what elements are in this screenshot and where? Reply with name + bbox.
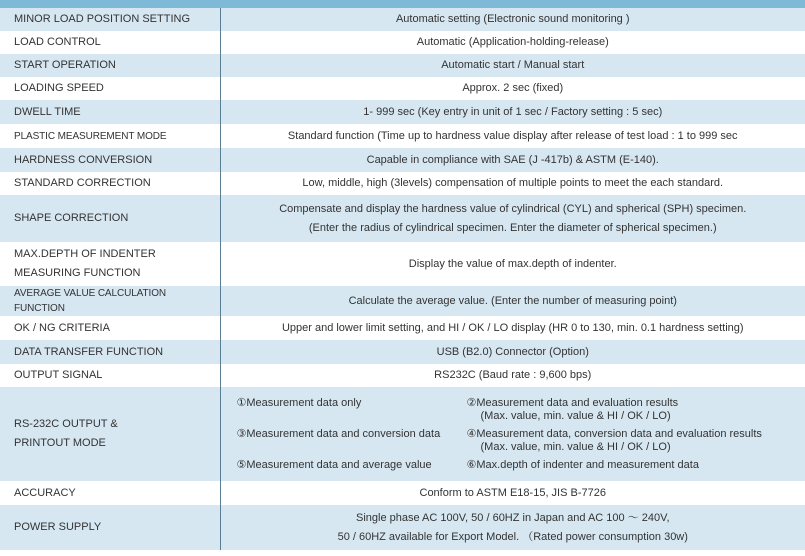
row-label: LOADING SPEED [0, 77, 220, 100]
table-row [0, 505, 805, 550]
row-value-line: Single phase AC 100V, 50 / 60HZ in Japan and AC 100 ～ 240V, [355, 511, 670, 524]
row-label: ACCURACY [0, 481, 220, 505]
printout-mode-text: ②Measurement data and evaluation results [466, 396, 679, 409]
row-label: PLASTIC MEASUREMENT MODE [0, 124, 220, 148]
table-row [0, 172, 805, 195]
printout-mode [237, 428, 467, 454]
row-value: Automatic start / Manual start [220, 54, 805, 77]
row-label: MINOR LOAD POSITION SETTING [0, 8, 220, 31]
printout-mode-text: ⑥Max.depth of indenter and measurement data [466, 458, 699, 471]
row-label: OK / NG CRITERIA [0, 316, 220, 340]
printout-mode [467, 428, 797, 454]
row-label-line: PRINTOUT MODE [14, 437, 106, 449]
printout-mode [237, 397, 467, 423]
row-label-line: MEASURING FUNCTION [14, 267, 141, 279]
table-row [0, 387, 805, 481]
printout-mode-subtext: (Max. value, min. value & HI / OK / LO) [480, 440, 671, 453]
row-value: Automatic (Application-holding-release) [220, 31, 805, 54]
row-label: LOAD CONTROL [0, 31, 220, 54]
row-value: 1- 999 sec (Key entry in unit of 1 sec / Factory setting : 5 sec) [220, 100, 805, 124]
row-value [220, 505, 805, 550]
table-row [0, 364, 805, 387]
printout-modes [220, 387, 805, 481]
row-label: HARDNESS CONVERSION [0, 148, 220, 172]
row-value [220, 195, 805, 242]
row-label: START OPERATION [0, 54, 220, 77]
table-row [0, 316, 805, 340]
row-value: Conform to ASTM E18-15, JIS B-7726 [220, 481, 805, 505]
row-value-line: Compensate and display the hardness value of cylindrical (CYL) and spherical (SPH) specimen. [279, 202, 747, 215]
printout-mode-text: ⑤Measurement data and average value [236, 458, 432, 471]
row-label: DWELL TIME [0, 100, 220, 124]
printout-mode [237, 459, 467, 472]
row-label-line: RS-232C OUTPUT & [14, 418, 118, 430]
row-value: Upper and lower limit setting, and HI / OK / LO display (HR 0 to 130, min. 0.1 hardness setting) [220, 316, 805, 340]
row-value: Standard function (Time up to hardness value display after release of test load : 1 to 999 sec [220, 124, 805, 148]
row-label-line: MAX.DEPTH OF INDENTER [14, 248, 156, 260]
row-value: Calculate the average value. (Enter the number of measuring point) [220, 286, 805, 316]
row-value: Display the value of max.depth of indenter. [220, 242, 805, 286]
row-value-line: 50 / 60HZ available for Export Model. （Rated power consumption 30w) [337, 530, 688, 543]
table-row [0, 242, 805, 286]
printout-mode [467, 459, 797, 472]
table-row [0, 31, 805, 54]
table-row [0, 148, 805, 172]
table-row [0, 286, 805, 316]
table-row [0, 481, 805, 505]
table-row [0, 77, 805, 100]
row-label: DATA TRANSFER FUNCTION [0, 340, 220, 364]
row-label: STANDARD CORRECTION [0, 172, 220, 195]
row-label: SHAPE CORRECTION [0, 195, 220, 242]
table-row [0, 340, 805, 364]
row-value: Low, middle, high (3levels) compensation of multiple points to meet the each standard. [220, 172, 805, 195]
row-value: Capable in compliance with SAE (J -417b) & ASTM (E-140). [220, 148, 805, 172]
printout-mode-text: ③Measurement data and conversion data [236, 427, 441, 440]
table-row [0, 124, 805, 148]
row-label: POWER SUPPLY [0, 505, 220, 550]
table-row [0, 54, 805, 77]
printout-modes-grid [221, 391, 805, 478]
row-label [0, 242, 220, 286]
printout-mode-text: ④Measurement data, conversion data and evaluation results [466, 427, 762, 440]
row-value: Approx. 2 sec (fixed) [220, 77, 805, 100]
row-value: RS232C (Baud rate : 9,600 bps) [220, 364, 805, 387]
row-label [0, 387, 220, 481]
row-value: Automatic setting (Electronic sound monitoring ) [220, 8, 805, 31]
row-label: AVERAGE VALUE CALCULATION FUNCTION [0, 286, 220, 316]
table-row [0, 100, 805, 124]
printout-mode [467, 397, 797, 423]
printout-mode-subtext: (Max. value, min. value & HI / OK / LO) [480, 409, 671, 422]
row-value: USB (B2.0) Connector (Option) [220, 340, 805, 364]
row-label: OUTPUT SIGNAL [0, 364, 220, 387]
table-row [0, 195, 805, 242]
printout-mode-text: ①Measurement data only [236, 396, 362, 409]
spec-table [0, 8, 805, 550]
top-accent-bar [0, 0, 805, 8]
table-row [0, 8, 805, 31]
row-value-line: (Enter the radius of cylindrical specimen. Enter the diameter of spherical specimen.) [308, 221, 717, 234]
